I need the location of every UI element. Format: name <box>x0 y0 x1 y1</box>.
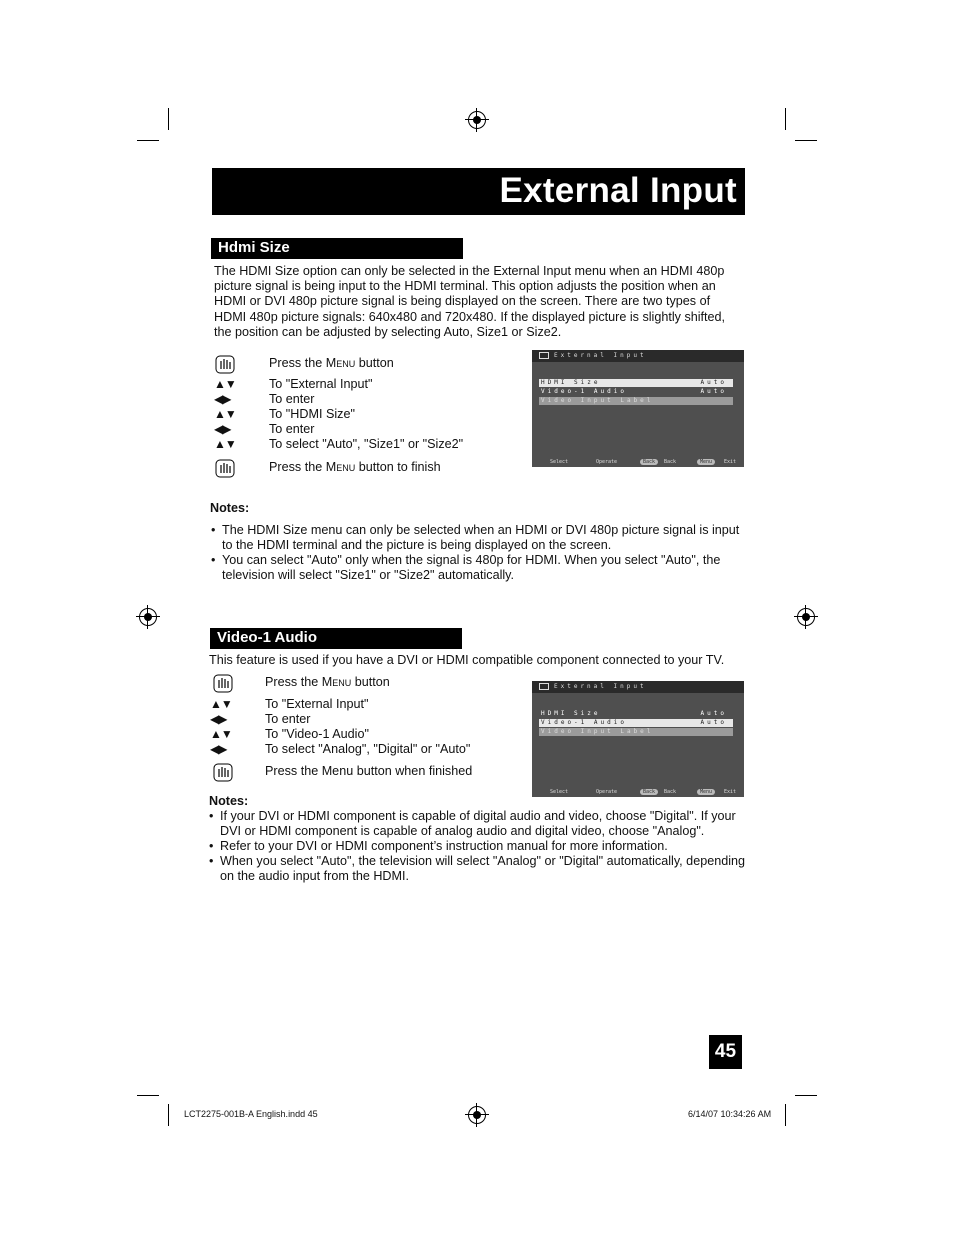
section-title: Hdmi Size <box>218 239 290 256</box>
footer-back: Back <box>664 459 677 465</box>
step-text: To enter <box>269 422 315 436</box>
menu-row-video-1-audio[interactable]: Video-1 Audio Auto <box>539 719 733 727</box>
notes-title: Notes: <box>209 794 249 808</box>
screen-title: External Input <box>554 683 647 690</box>
registration-mark-icon <box>139 608 157 626</box>
step-text: To enter <box>269 392 315 406</box>
video-1-audio-steps <box>210 672 510 787</box>
footer-operate: Operate <box>596 459 618 465</box>
note-item: • The HDMI Size menu can only be selected when an HDMI or DVI 480p picture signal is input to the HDMI terminal and the picture is being displayed on the screen. <box>210 523 745 553</box>
step-text: Press the Menu button <box>265 675 390 689</box>
up-down-arrows-icon: ▲▼ <box>214 377 236 391</box>
up-down-arrows-icon: ▲▼ <box>210 697 232 711</box>
print-slug-date: 6/14/07 10:34:26 AM <box>688 1109 772 1119</box>
step-text: Press the Menu button <box>269 356 394 370</box>
up-down-arrows-icon: ▲▼ <box>214 407 236 421</box>
crop-mark <box>137 140 159 141</box>
menu-row-hdmi-size[interactable]: HDMI Size Auto <box>541 710 727 717</box>
up-down-arrows-icon: ▲▼ <box>214 437 236 451</box>
menu-key: Menu <box>697 789 715 795</box>
hand-icon <box>212 672 234 694</box>
section-heading-hdmi-size <box>211 238 463 259</box>
footer-select: Select <box>550 459 569 465</box>
menu-row-video-input-label[interactable]: Video Input Label <box>539 728 733 736</box>
video-1-audio-notes <box>208 809 748 884</box>
registration-mark-icon <box>468 111 486 129</box>
screen-title: External Input <box>554 352 647 359</box>
screen-footer <box>532 457 744 467</box>
step-text: To enter <box>265 712 311 726</box>
note-item: • When you select "Auto", the television will select "Analog" or "Digital" automatically, depending on the audio input from the HDMI. <box>208 854 748 884</box>
hand-icon <box>214 457 236 479</box>
step-text: Press the Menu button when finished <box>265 764 473 778</box>
footer-back: Back <box>664 789 677 795</box>
page-title: External Input <box>499 171 737 210</box>
menu-row-video-1-audio[interactable]: Video-1 Audio Auto <box>541 388 727 395</box>
step-text: To "Video-1 Audio" <box>265 727 369 741</box>
notes-title: Notes: <box>210 501 250 515</box>
screen-footer <box>532 787 744 797</box>
crop-mark <box>785 1104 786 1126</box>
back-key: Back <box>640 789 658 795</box>
input-icon <box>539 683 549 690</box>
step-text: To "External Input" <box>265 697 369 711</box>
back-key: Back <box>640 459 658 465</box>
left-right-arrows-icon: ◀▶ <box>210 742 227 756</box>
crop-mark <box>795 1095 817 1096</box>
step-text: To "External Input" <box>269 377 373 391</box>
footer-operate: Operate <box>596 789 618 795</box>
crop-mark <box>168 108 169 130</box>
note-item: • Refer to your DVI or HDMI component’s instruction manual for more information. <box>208 839 748 854</box>
menu-row-video-input-label[interactable]: Video Input Label <box>539 397 733 405</box>
registration-mark-icon <box>468 1106 486 1124</box>
input-icon <box>539 352 549 359</box>
registration-mark-icon <box>797 608 815 626</box>
crop-mark <box>168 1104 169 1126</box>
page-header <box>212 168 745 215</box>
step-text: To select "Auto", "Size1" or "Size2" <box>269 437 464 451</box>
tv-menu-screen <box>532 350 744 467</box>
note-item: • You can select "Auto" only when the signal is 480p for HDMI. When you select "Auto", the television will select "Size1" or "Size2" automatically. <box>210 553 745 583</box>
crop-mark <box>795 140 817 141</box>
note-item: • If your DVI or HDMI component is capable of digital audio and video, choose "Digital". If your DVI or HDMI component is capable of analog audio and digital video, choose "Analog". <box>208 809 748 839</box>
section-heading-video-1-audio <box>210 628 462 649</box>
step-text: To select "Analog", "Digital" or "Auto" <box>265 742 471 756</box>
footer-exit: Exit <box>724 459 737 465</box>
step-text: Press the Menu button to finish <box>269 460 441 474</box>
left-right-arrows-icon: ◀▶ <box>214 422 231 436</box>
page-number: 45 <box>709 1035 742 1069</box>
print-slug-file: LCT2275-001B-A English.indd 45 <box>184 1109 318 1119</box>
hand-icon <box>214 353 236 375</box>
footer-select: Select <box>550 789 569 795</box>
left-right-arrows-icon: ◀▶ <box>214 392 231 406</box>
up-down-arrows-icon: ▲▼ <box>210 727 232 741</box>
hdmi-size-intro: The HDMI Size option can only be selected in the External Input menu when an HDMI 480p picture signal is being input to the HDMI terminal. This option adjusts the position when an HDMI or DVI 480p picture signal is being displayed on the screen. There are two types of HDMI 480p picture signals: 640x480 and 720x480. If the displayed picture is slightly shifted, the position can be adjusted by selecting Auto, Size1 or Size2. <box>214 264 726 339</box>
hand-icon <box>212 761 234 783</box>
menu-row-hdmi-size[interactable]: HDMI Size Auto <box>539 379 733 387</box>
menu-key: Menu <box>697 459 715 465</box>
hdmi-size-notes <box>210 523 745 583</box>
left-right-arrows-icon: ◀▶ <box>210 712 227 726</box>
footer-exit: Exit <box>724 789 737 795</box>
section-title: Video-1 Audio <box>217 629 318 646</box>
step-text: To "HDMI Size" <box>269 407 355 421</box>
crop-mark <box>785 108 786 130</box>
video-1-audio-intro: This feature is used if you have a DVI or HDMI compatible component connected to your TV. <box>209 653 725 667</box>
crop-mark <box>137 1095 159 1096</box>
tv-menu-screen <box>532 681 744 797</box>
hdmi-size-steps <box>214 353 514 483</box>
